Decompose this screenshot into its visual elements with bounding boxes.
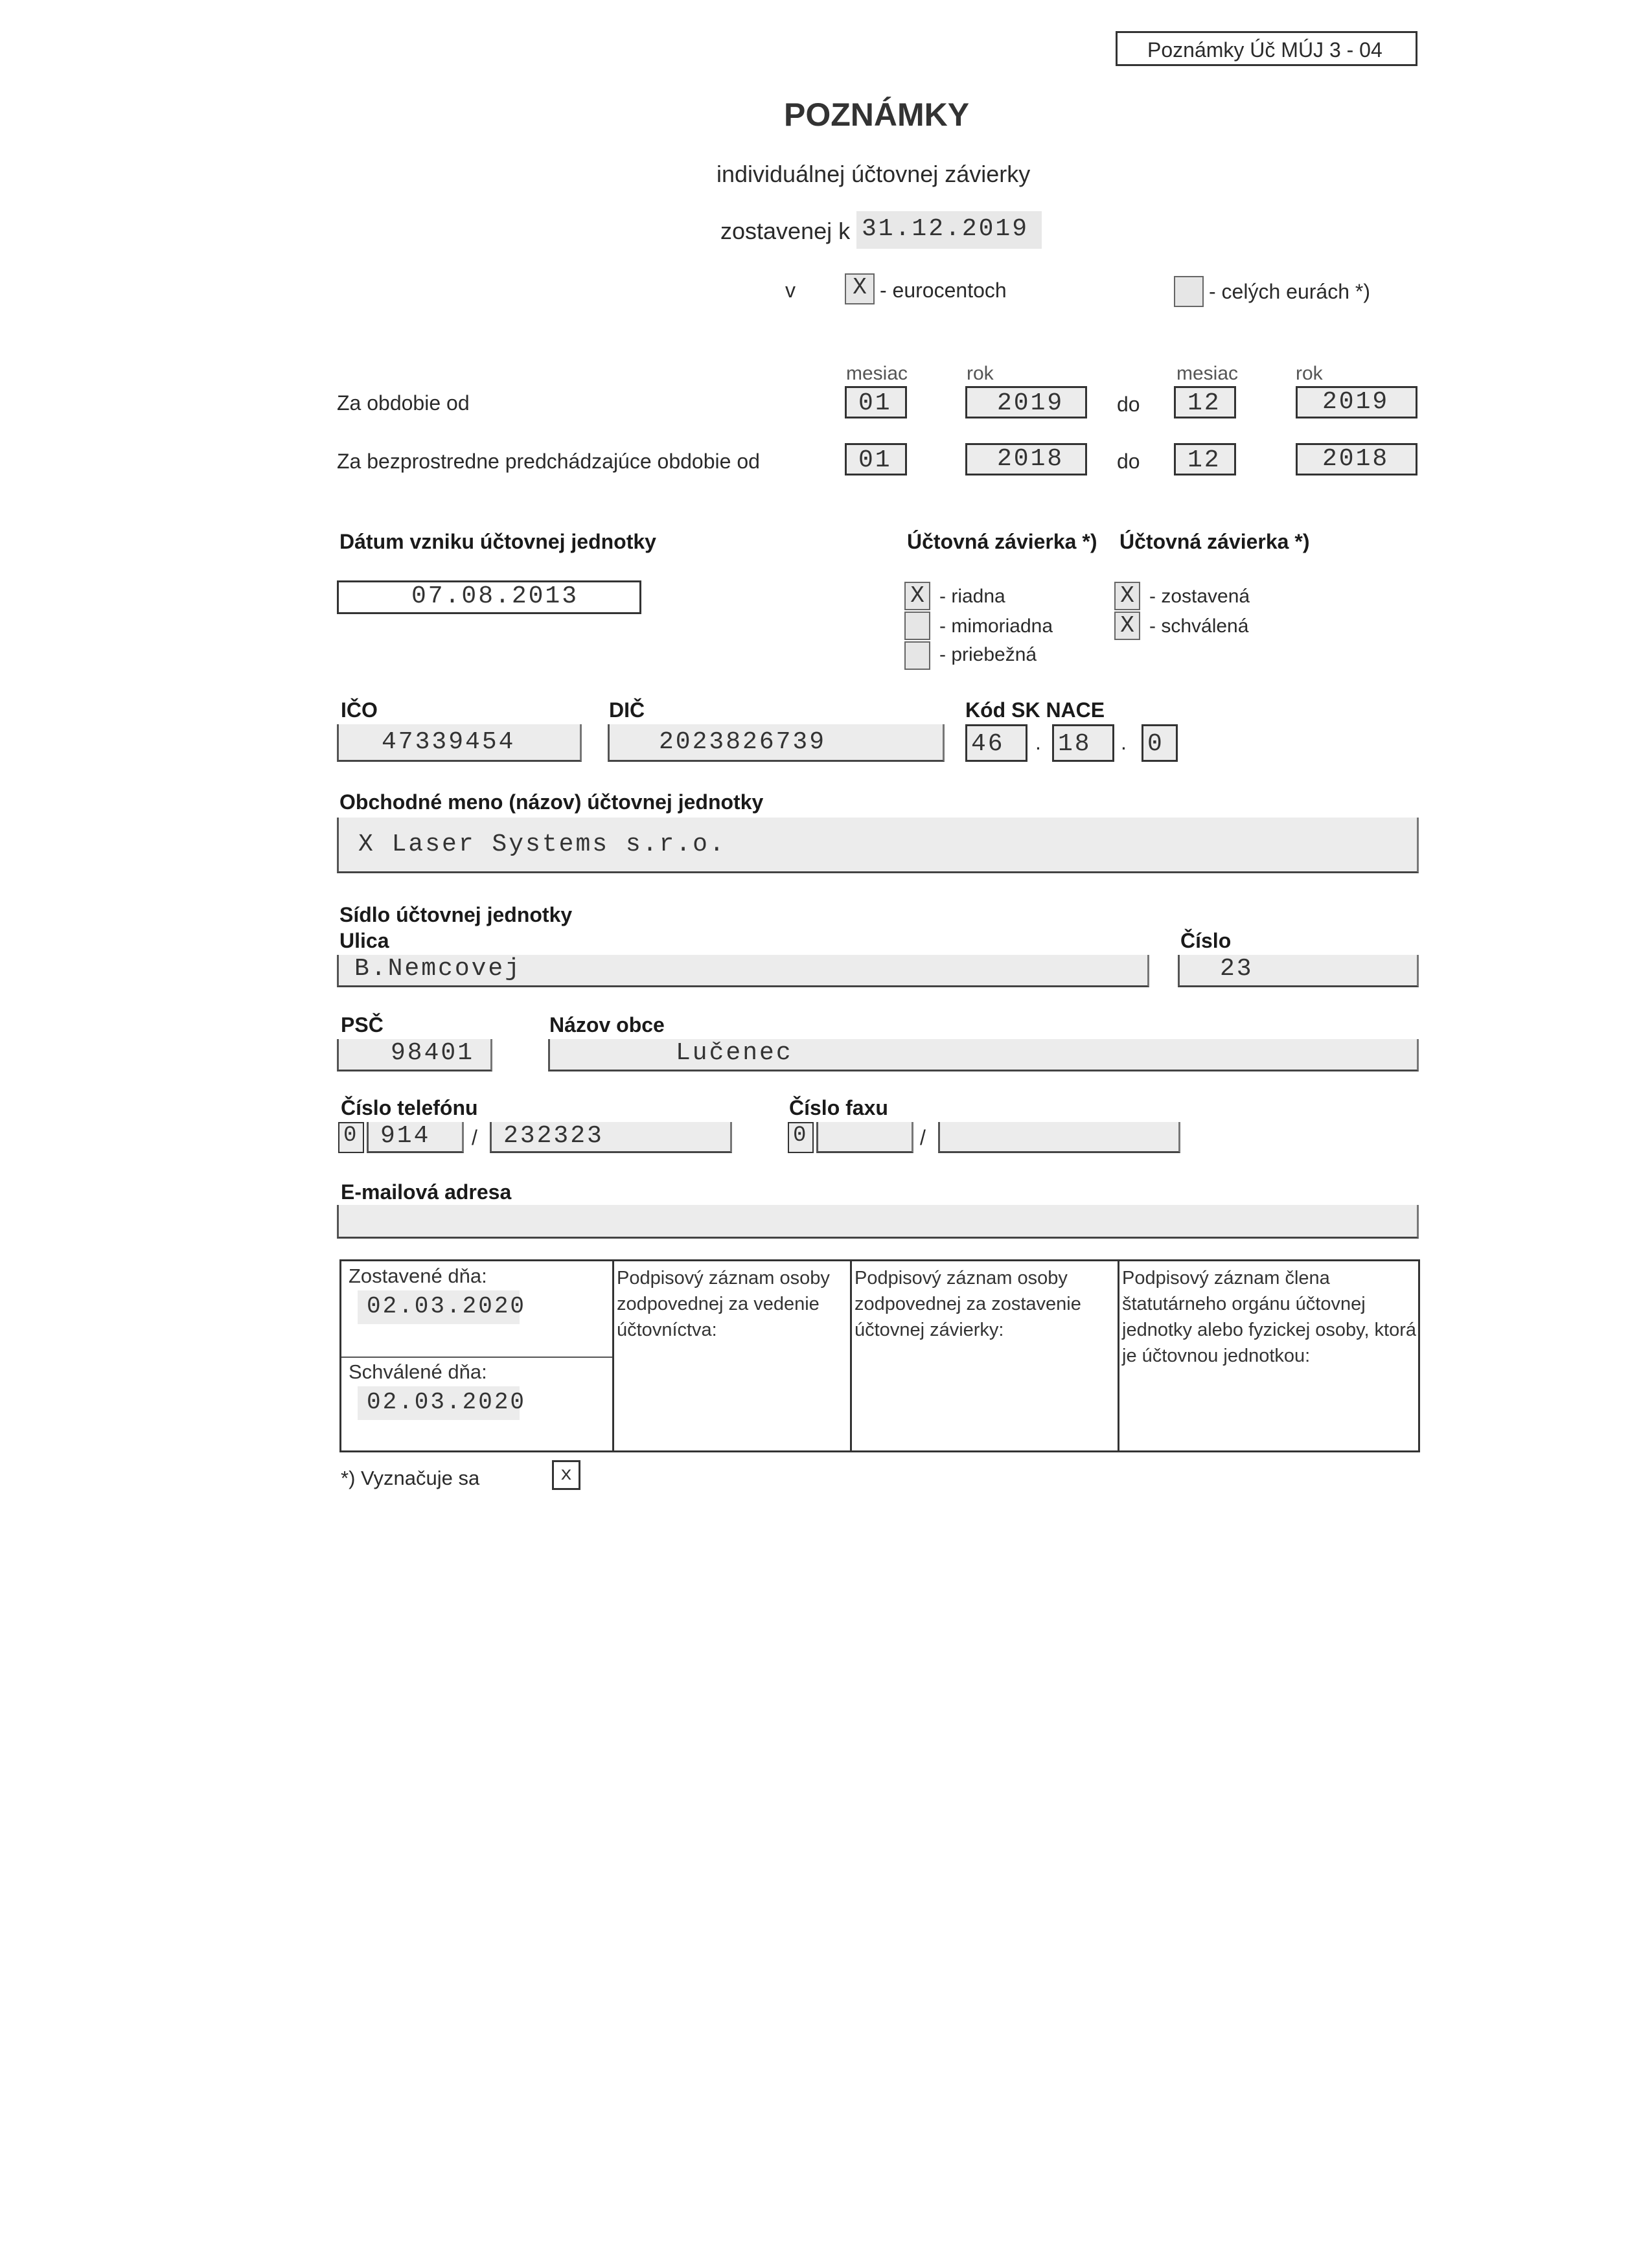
street-field[interactable]: B.Nemcovej <box>337 955 1149 987</box>
compiled-date-field[interactable] <box>856 211 1042 249</box>
currency-v-label: v <box>785 279 796 302</box>
current-from-month[interactable]: 01 <box>845 386 907 418</box>
statement-state-title: Účtovná závierka *) <box>1119 530 1310 553</box>
nace-field-3[interactable]: 0 <box>1141 724 1178 762</box>
current-to-year[interactable]: 2019 <box>1296 386 1417 418</box>
regular-label: - riadna <box>939 586 1005 607</box>
statement-signature-cell[interactable]: Podpisový záznam osoby zodpovednej za zostavenie účtovnej závierky: <box>850 1259 1119 1452</box>
compiled-checkbox[interactable]: X <box>1114 582 1140 610</box>
dic-label: DIČ <box>609 698 645 722</box>
previous-period-label: Za bezprostredne predchádzajúce obdobie od <box>337 450 760 473</box>
extraordinary-label: - mimoriadna <box>939 615 1053 637</box>
nace-dot-2: . <box>1121 731 1127 754</box>
current-from-year[interactable]: 2019 <box>965 386 1087 418</box>
eurocent-checkbox[interactable]: X <box>845 273 875 304</box>
nace-field-1[interactable]: 46 <box>965 724 1027 762</box>
founding-date-field[interactable]: 07.08.2013 <box>337 580 641 614</box>
month-label-1: mesiac <box>846 363 908 384</box>
compiled-on-label: Zostavené dňa: <box>349 1265 487 1287</box>
city-label: Názov obce <box>549 1013 665 1037</box>
current-period-label: Za obdobie od <box>337 391 470 415</box>
current-to-label: do <box>1117 393 1140 416</box>
interim-checkbox[interactable] <box>904 641 930 670</box>
extraordinary-checkbox[interactable] <box>904 612 930 640</box>
previous-to-month[interactable]: 12 <box>1174 443 1236 475</box>
company-name-field[interactable]: X Laser Systems s.r.o. <box>337 818 1419 873</box>
previous-to-label: do <box>1117 450 1140 473</box>
page-title: POZNÁMKY <box>784 97 970 133</box>
year-label-2: rok <box>1296 363 1323 384</box>
compiled-state-label: - zostavená <box>1149 586 1250 607</box>
phone-prefix[interactable]: 0 <box>338 1122 364 1153</box>
ico-label: IČO <box>341 698 378 722</box>
subtitle: individuálnej účtovnej závierky <box>717 161 1031 187</box>
accounting-signature-cell[interactable]: Podpisový záznam osoby zodpovednej za vedenie účtovníctva: <box>612 1259 852 1452</box>
company-name-label: Obchodné meno (názov) účtovnej jednotky <box>339 790 764 814</box>
fax-number-field[interactable] <box>938 1122 1180 1153</box>
month-label-2: mesiac <box>1176 363 1239 384</box>
phone-number-field[interactable]: 232323 <box>490 1122 732 1153</box>
street-label: Ulica <box>339 929 389 952</box>
approved-checkbox[interactable]: X <box>1114 612 1140 640</box>
regular-checkbox[interactable]: X <box>904 582 930 610</box>
previous-from-month[interactable]: 01 <box>845 443 907 475</box>
fax-label: Číslo faxu <box>789 1096 888 1119</box>
footnote-mark: x <box>552 1460 580 1490</box>
previous-from-year[interactable]: 2018 <box>965 443 1087 475</box>
approved-on-field[interactable]: 02.03.2020 <box>358 1386 520 1420</box>
city-field[interactable]: Lučenec <box>548 1039 1419 1071</box>
phone-slash: / <box>472 1126 477 1149</box>
fax-prefix[interactable]: 0 <box>788 1122 814 1153</box>
email-label: E-mailová adresa <box>341 1180 512 1204</box>
nace-field-2[interactable]: 18 <box>1052 724 1114 762</box>
compiled-date: 31.12.2019 <box>862 215 1029 243</box>
nace-label: Kód SK NACE <box>965 698 1105 722</box>
phone-label: Číslo telefónu <box>341 1096 478 1119</box>
year-label-1: rok <box>967 363 994 384</box>
statutory-signature-cell[interactable]: Podpisový záznam člena štatutárneho orgánu účtovnej jednotky alebo fyzickej osoby, ktorá je účtovnou jednotkou: <box>1118 1259 1420 1452</box>
approved-state-label: - schválená <box>1149 615 1249 637</box>
dic-field[interactable]: 2023826739 <box>608 724 945 762</box>
form-code-box <box>1116 31 1417 66</box>
form-code: Poznámky Úč MÚJ 3 - 04 <box>1147 38 1382 62</box>
statement-type-title: Účtovná závierka *) <box>907 530 1097 553</box>
euro-label: - celých eurách *) <box>1209 280 1370 303</box>
footnote-label: *) Vyznačuje sa <box>341 1467 480 1489</box>
number-field[interactable]: 23 <box>1178 955 1419 987</box>
compiled-label: zostavenej k <box>720 218 851 244</box>
dates-divider <box>341 1357 612 1358</box>
interim-label: - priebežná <box>939 644 1037 665</box>
eurocent-label: - eurocentoch <box>880 279 1007 302</box>
compiled-on-field[interactable]: 02.03.2020 <box>358 1290 520 1324</box>
founding-label: Dátum vzniku účtovnej jednotky <box>339 530 656 553</box>
email-field[interactable] <box>337 1205 1419 1239</box>
euro-checkbox[interactable] <box>1174 276 1204 307</box>
ico-field[interactable]: 47339454 <box>337 724 582 762</box>
number-label: Číslo <box>1180 929 1232 952</box>
approved-on-label: Schválené dňa: <box>349 1360 487 1383</box>
previous-to-year[interactable]: 2018 <box>1296 443 1417 475</box>
current-to-month[interactable]: 12 <box>1174 386 1236 418</box>
psc-label: PSČ <box>341 1013 384 1037</box>
seat-label: Sídlo účtovnej jednotky <box>339 903 573 926</box>
fax-slash: / <box>920 1126 926 1149</box>
psc-field[interactable]: 98401 <box>337 1039 492 1071</box>
nace-dot-1: . <box>1035 731 1041 754</box>
phone-area-field[interactable]: 914 <box>367 1122 464 1153</box>
fax-area-field[interactable] <box>816 1122 913 1153</box>
